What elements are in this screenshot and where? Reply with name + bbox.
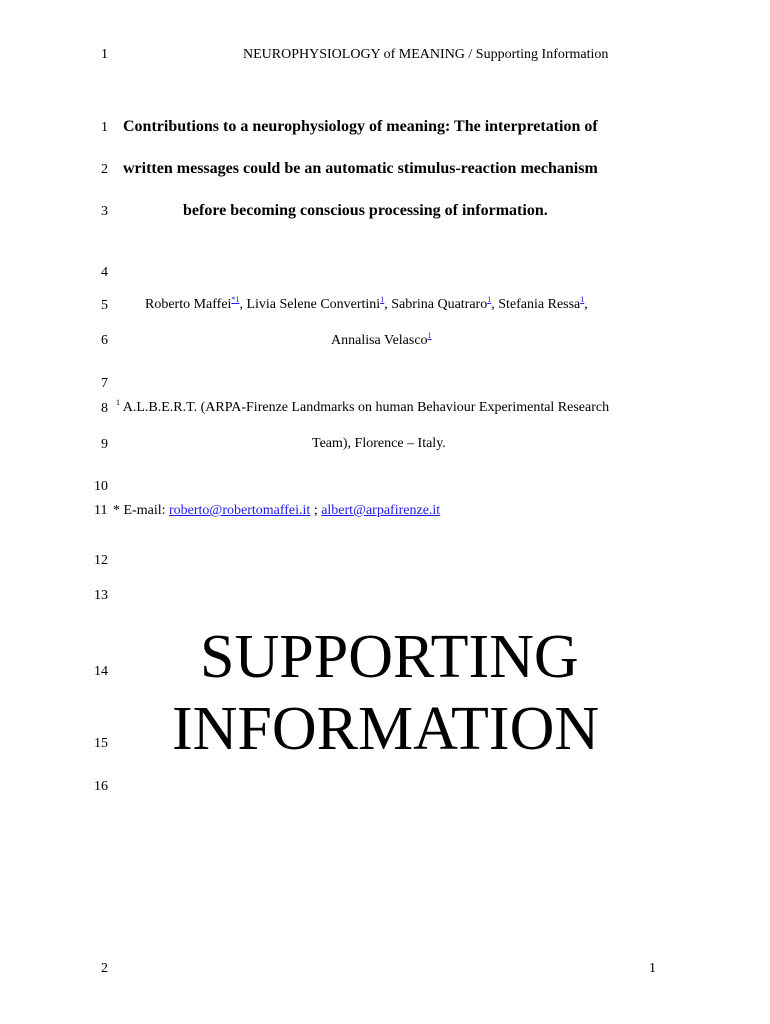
affiliation-link[interactable]: 1	[487, 295, 492, 304]
affiliation-link[interactable]: 1	[580, 295, 585, 304]
email-link-albert[interactable]: albert@arpafirenze.it	[321, 503, 441, 518]
supporting-heading-line-1: SUPPORTING	[200, 623, 579, 691]
author-name: Roberto Maffei	[145, 297, 232, 312]
email-separator: ;	[310, 503, 322, 518]
author-name: Annalisa Velasco	[331, 333, 428, 348]
line-number: 4	[101, 265, 108, 280]
affiliation-link[interactable]: 1	[427, 331, 432, 340]
affiliation-link[interactable]: 1	[235, 295, 240, 304]
line-number: 13	[94, 588, 108, 603]
author-name: , Stefania Ressa	[491, 297, 581, 312]
corresponding-author-link[interactable]: *	[231, 295, 236, 304]
line-number: 16	[94, 779, 108, 794]
email-link-roberto[interactable]: roberto@robertomaffei.it	[169, 503, 311, 518]
affiliation-link[interactable]: 1	[380, 295, 385, 304]
paper-title-line-3: before becoming conscious processing of information.	[183, 202, 548, 219]
contact-line	[113, 503, 440, 519]
paper-title-line-2: written messages could be an automatic stimulus-reaction mechanism	[123, 160, 598, 177]
footer-page-left: 2	[101, 961, 108, 976]
affiliation-text: A.L.B.E.R.T. (ARPA-Firenze Landmarks on human Behaviour Experimental Research	[120, 400, 610, 415]
paper-title-line-1: Contributions to a neurophysiology of meaning: The interpretation of	[123, 118, 598, 135]
author-separator: ,	[584, 297, 588, 312]
line-number: 7	[101, 376, 108, 391]
email-label: * E-mail:	[113, 503, 169, 518]
author-name: , Sabrina Quatraro	[384, 297, 488, 312]
line-number: 6	[101, 333, 108, 348]
line-number: 10	[94, 479, 108, 494]
line-number: 1	[101, 120, 108, 135]
line-number: 3	[101, 204, 108, 219]
line-number: 9	[101, 437, 108, 452]
page-number-top: 1	[101, 47, 108, 62]
line-number: 2	[101, 162, 108, 177]
footer-page-right: 1	[649, 961, 656, 976]
supporting-heading-line-2: INFORMATION	[172, 695, 600, 763]
line-number: 12	[94, 553, 108, 568]
line-number: 8	[101, 401, 108, 416]
affiliation-line-1	[116, 400, 609, 416]
line-number: 15	[94, 736, 108, 751]
author-list-line-2	[331, 333, 432, 349]
line-number: 14	[94, 664, 108, 679]
author-list-line-1	[145, 297, 588, 313]
line-number: 5	[101, 298, 108, 313]
affiliation-line-2: Team), Florence – Italy.	[312, 436, 446, 451]
affiliation-mark: 1	[116, 398, 120, 407]
running-title: NEUROPHYSIOLOGY of MEANING / Supporting Information	[243, 47, 609, 62]
line-number: 11	[94, 503, 108, 518]
author-name: , Livia Selene Convertini	[239, 297, 381, 312]
